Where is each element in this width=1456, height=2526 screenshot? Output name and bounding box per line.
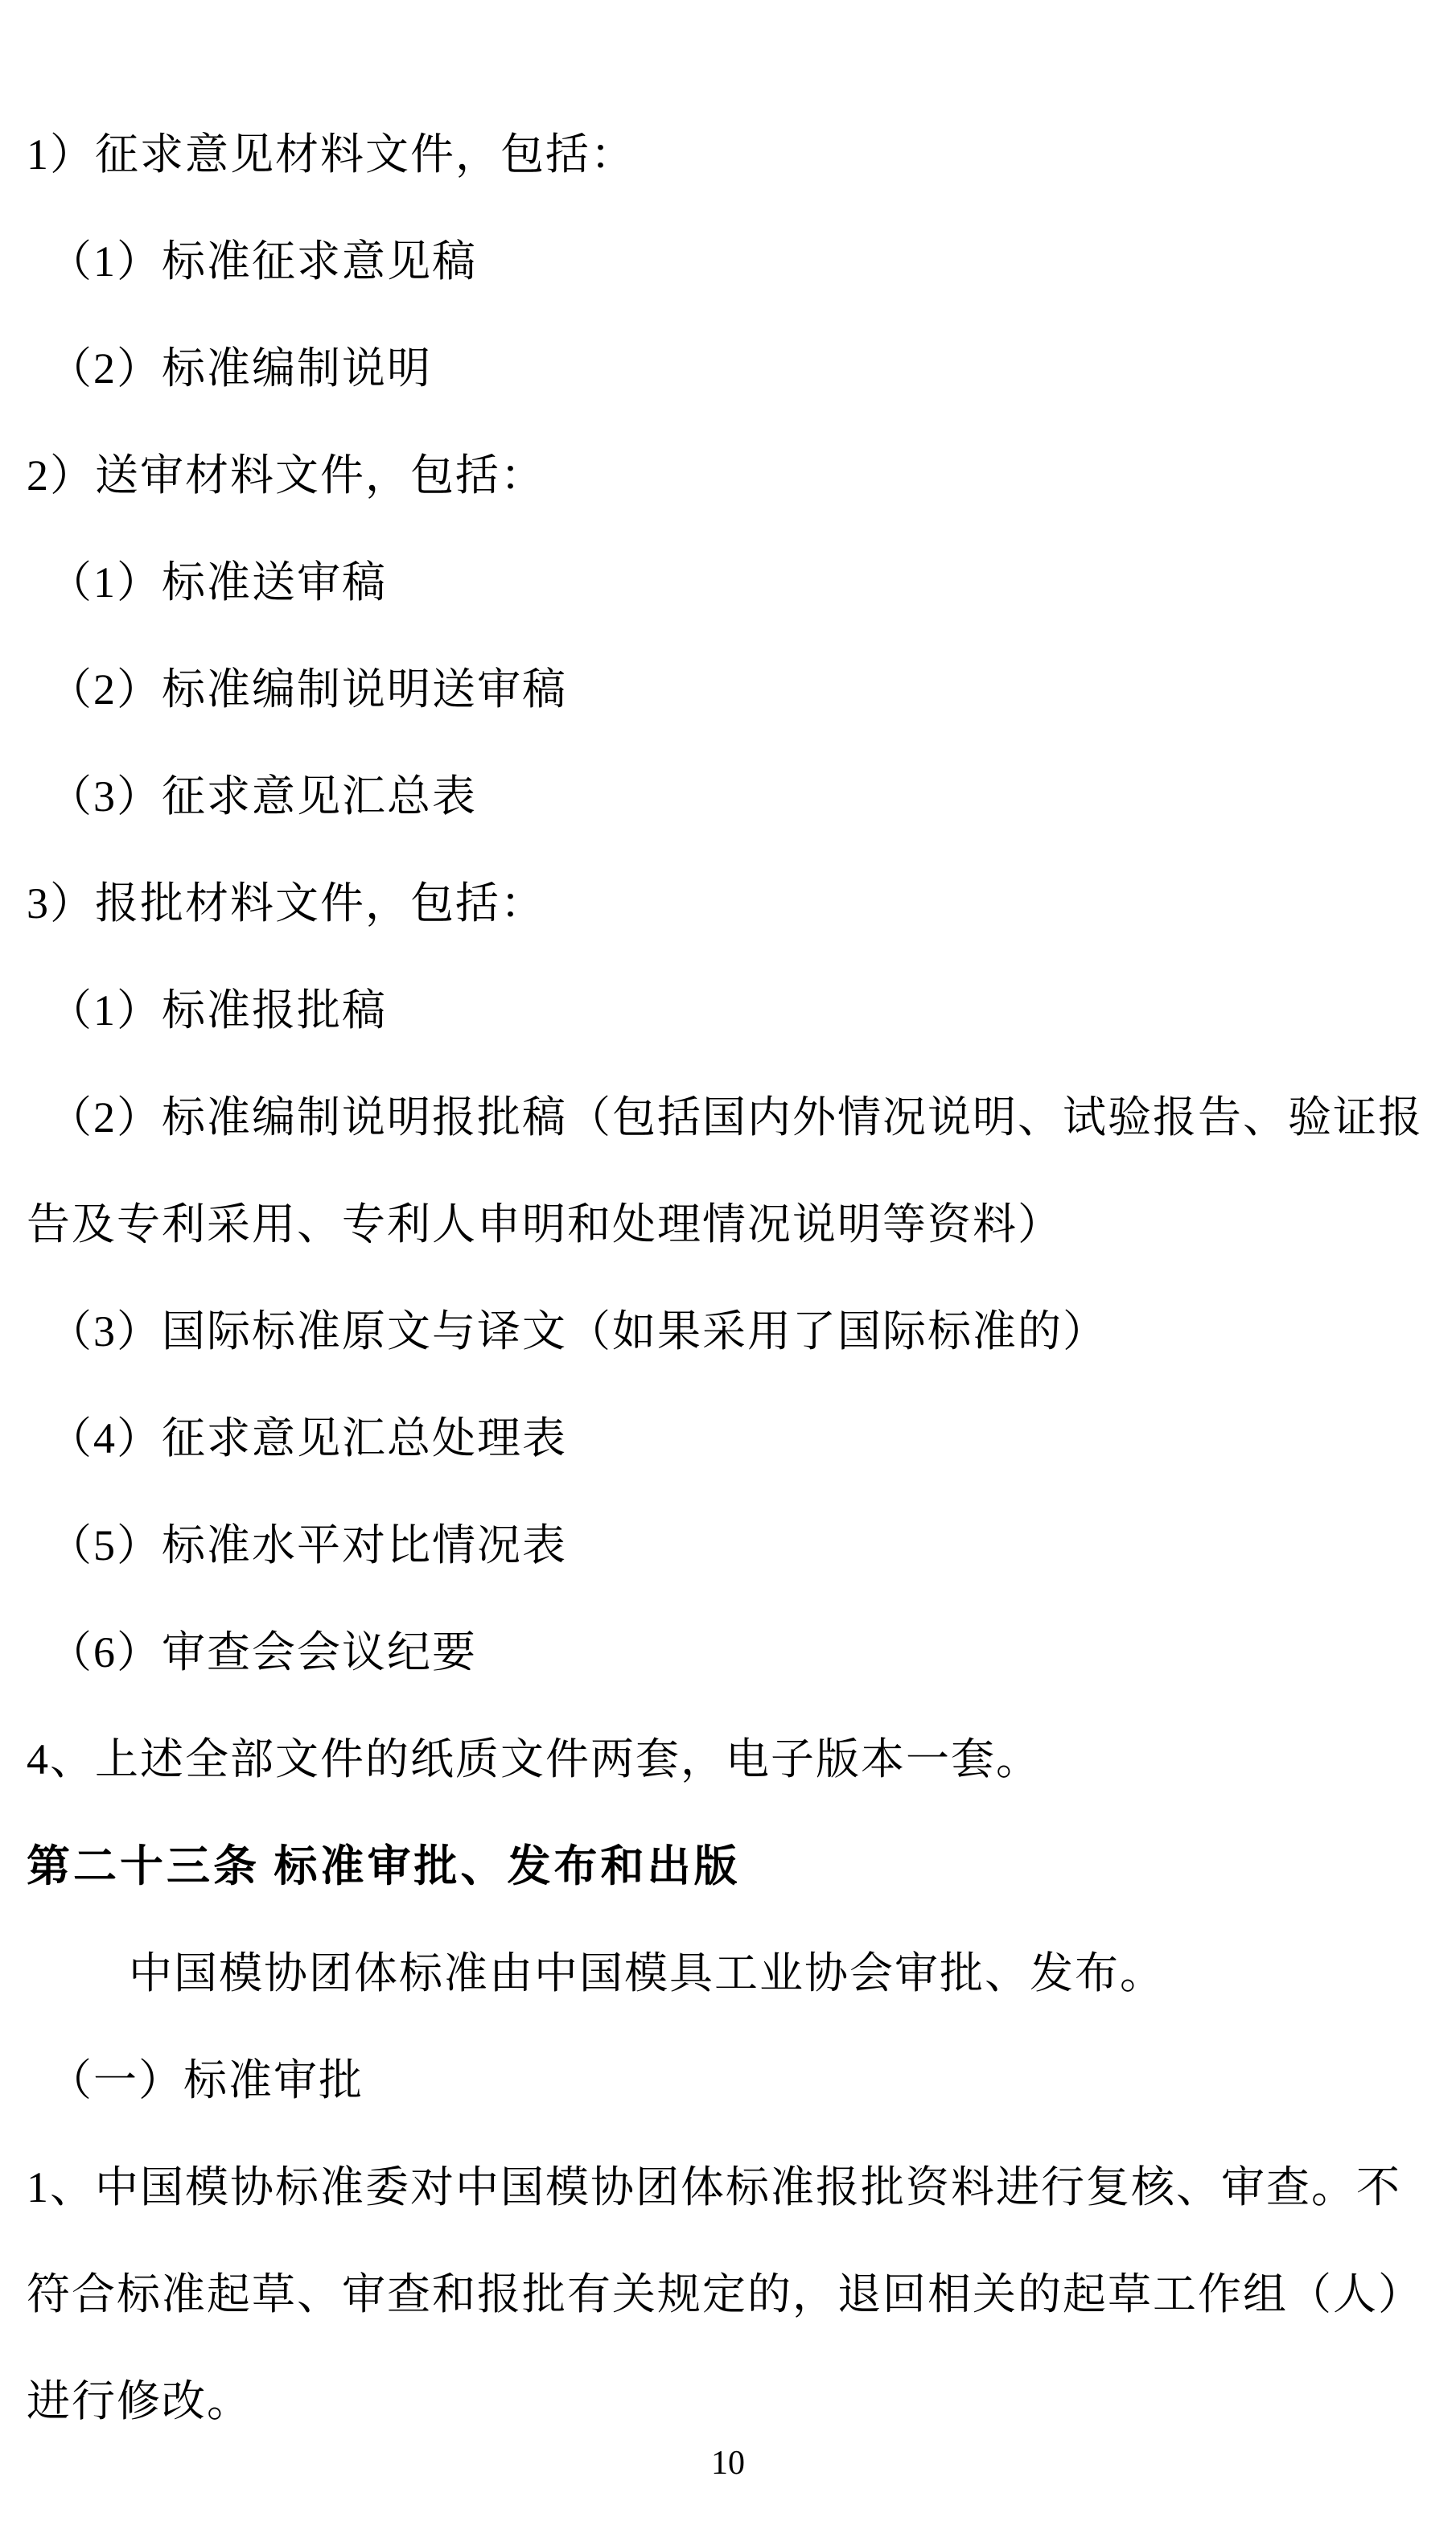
text-line: （6）审查会会议纪要 <box>48 1628 477 1676</box>
text-line: 进行修改。 <box>27 2377 252 2425</box>
text-line: （1）标准报批稿 <box>48 986 387 1035</box>
text-line: （3）国际标准原文与译文（如果采用了国际标准的） <box>48 1307 1108 1356</box>
text-line: （1）标准征求意见稿 <box>48 237 477 286</box>
text-line: （5）标准水平对比情况表 <box>48 1521 567 1569</box>
text-line: 4、上述全部文件的纸质文件两套，电子版本一套。 <box>27 1735 1041 1783</box>
text-line: （2）标准编制说明报批稿（包括国内外情况说明、试验报告、验证报 <box>48 1093 1423 1142</box>
text-line: （2）标准编制说明送审稿 <box>48 665 567 714</box>
text-line: 1、中国模协标准委对中国模协团体标准报批资料进行复核、审查。不 <box>27 2163 1401 2211</box>
text-line: 符合标准起草、审查和报批有关规定的，退回相关的起草工作组（人） <box>27 2270 1423 2318</box>
text-line: （1）标准送审稿 <box>48 558 387 607</box>
text-line: 告及专利采用、专利人申明和处理情况说明等资料） <box>27 1200 1063 1249</box>
text-line: （3）征求意见汇总表 <box>48 772 477 821</box>
text-line: 3）报批材料文件，包括： <box>27 879 545 928</box>
heading-line: 第二十三条 标准审批、发布和出版 <box>27 1842 741 1890</box>
text-line: 中国模协团体标准由中国模具工业协会审批、发布。 <box>129 1949 1165 1997</box>
text-line: （2）标准编制说明 <box>48 344 432 393</box>
text-line: （一）标准审批 <box>48 2056 364 2104</box>
page-number: 10 <box>711 2445 745 2482</box>
text-line: 2）送审材料文件，包括： <box>27 451 545 500</box>
text-line: 1）征求意见材料文件，包括： <box>27 130 635 179</box>
text-line: （4）征求意见汇总处理表 <box>48 1414 567 1463</box>
text-content <box>0 101 1456 2455</box>
